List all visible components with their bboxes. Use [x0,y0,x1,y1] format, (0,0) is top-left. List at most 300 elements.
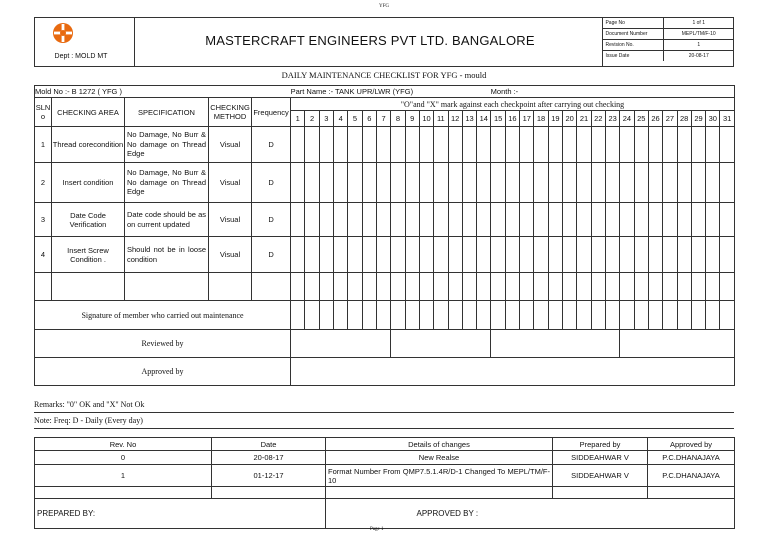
rev-approved-by: P.C.DHANAJAYA [648,451,735,465]
check-cell[interactable] [563,237,577,273]
check-cell[interactable] [362,203,376,237]
blank-row [35,273,735,301]
check-cell[interactable] [677,203,691,237]
check-cell[interactable] [563,203,577,237]
check-cell[interactable] [520,203,534,237]
check-cell[interactable] [620,163,634,203]
meta-value: 20-08-17 [664,51,733,62]
signature-cell[interactable] [634,301,648,330]
day-header-28: 28 [677,111,691,127]
signature-cell[interactable] [706,301,720,330]
check-cell[interactable] [405,127,419,163]
row-number: 1 [35,127,52,163]
checklist-title: DAILY MAINTENANCE CHECKLIST FOR YFG - mould [281,70,487,80]
rev-header: Prepared by [553,438,648,451]
check-cell[interactable] [419,163,433,203]
check-cell[interactable] [720,127,734,163]
day-header-22: 22 [591,111,605,127]
check-cell[interactable] [448,127,462,163]
specification: Should not be in loose condition [125,237,209,273]
check-cell[interactable] [448,203,462,237]
divider [34,412,734,413]
check-cell[interactable] [376,237,390,273]
day-header-7: 7 [376,111,390,127]
signature-cell[interactable] [563,301,577,330]
checking-area: Thread corecondition [52,127,125,163]
check-cell[interactable] [563,163,577,203]
company-logo [52,22,74,44]
signature-cell[interactable] [305,301,319,330]
day-header-31: 31 [720,111,734,127]
day-header-18: 18 [534,111,548,127]
check-cell[interactable] [477,203,491,237]
signature-cell[interactable] [620,301,634,330]
rev-blank [326,487,553,499]
check-cell[interactable] [491,203,505,237]
check-cell[interactable] [491,163,505,203]
check-cell[interactable] [462,237,476,273]
document-meta-table [603,18,733,61]
blank-cell[interactable] [434,273,448,301]
day-header-24: 24 [620,111,634,127]
check-cell[interactable] [477,163,491,203]
check-cell[interactable] [591,127,605,163]
blank-cell[interactable] [376,273,390,301]
signature-cell[interactable] [534,301,548,330]
check-cell[interactable] [691,127,705,163]
blank-cell[interactable] [334,273,348,301]
check-cell[interactable] [648,237,662,273]
frequency-note: Note: Freq: D - Daily (Every day) [34,416,143,425]
signature-cell[interactable] [520,301,534,330]
signature-cell[interactable] [391,301,405,330]
frequency: D [252,237,291,273]
check-cell[interactable] [319,203,333,237]
signature-cell[interactable] [677,301,691,330]
check-cell[interactable] [706,127,720,163]
check-cell[interactable] [434,163,448,203]
day-header-9: 9 [405,111,419,127]
rev-blank [212,487,326,499]
signature-cell[interactable] [477,301,491,330]
check-cell[interactable] [405,203,419,237]
rev-blank [553,487,648,499]
rev-details: Format Number From QMP7.5.1.4R/D-1 Changed To MEPL/TM/F-10 [326,465,553,487]
day-header-1: 1 [291,111,305,127]
day-header-20: 20 [563,111,577,127]
signature-cell[interactable] [648,301,662,330]
check-cell[interactable] [319,237,333,273]
checklist-row [35,127,735,163]
day-header-10: 10 [419,111,433,127]
blank-cell[interactable] [520,273,534,301]
check-cell[interactable] [634,203,648,237]
blank-cell[interactable] [419,273,433,301]
blank-cell[interactable] [319,273,333,301]
day-header-25: 25 [634,111,648,127]
signature-label: Signature of member who carried out maintenance [35,301,291,330]
check-cell[interactable] [505,203,519,237]
approved-by-footer-label: APPROVED BY : [416,509,479,518]
check-cell[interactable] [334,203,348,237]
day-header-8: 8 [391,111,405,127]
blank-cell[interactable] [391,273,405,301]
check-cell[interactable] [376,203,390,237]
specification: Date code should be as on current updated [125,203,209,237]
meta-label: Page No [603,18,664,29]
check-cell[interactable] [291,237,305,273]
check-cell[interactable] [620,127,634,163]
check-cell[interactable] [405,237,419,273]
meta-cell [603,18,734,67]
check-cell[interactable] [534,127,548,163]
check-cell[interactable] [319,127,333,163]
approved-by-field[interactable] [416,499,735,529]
check-cell[interactable] [348,163,362,203]
check-cell[interactable] [319,163,333,203]
part-name: Part Name :- TANK UPR/LWR (YFG) [291,86,477,98]
check-cell[interactable] [677,127,691,163]
check-cell[interactable] [477,127,491,163]
check-cell[interactable] [663,127,677,163]
rev-header: Details of changes [326,438,553,451]
col-header-area: CHECKING AREA [52,98,125,127]
rev-date: 01-12-17 [212,465,326,487]
signature-cell[interactable] [663,301,677,330]
meta-label: Revision No. [603,40,664,51]
check-cell[interactable] [334,127,348,163]
blank-cell[interactable] [548,273,562,301]
check-cell[interactable] [305,163,319,203]
signature-cell[interactable] [505,301,519,330]
col-header-slno: SLN o [35,98,52,127]
checking-area: Date Code Verification [52,203,125,237]
check-cell[interactable] [362,127,376,163]
rev-prepared-by: SIDDEAHWAR V [553,451,648,465]
day-header-14: 14 [477,111,491,127]
check-cell[interactable] [534,203,548,237]
blank-cell[interactable] [677,273,691,301]
instruction-text: "O"and "X" mark against each checkpoint after carrying out checking [291,98,735,111]
day-header-3: 3 [319,111,333,127]
check-cell[interactable] [462,127,476,163]
meta-value: 1 of 1 [664,18,733,29]
blank-cell[interactable] [577,273,591,301]
signature-cell[interactable] [462,301,476,330]
rev-blank [648,487,735,499]
check-cell[interactable] [348,237,362,273]
check-cell[interactable] [520,237,534,273]
check-cell[interactable] [477,237,491,273]
rev-number: 1 [35,465,212,487]
check-cell[interactable] [677,237,691,273]
rev-header: Rev. No [35,438,212,451]
check-cell[interactable] [691,237,705,273]
blank-cell [209,273,252,301]
blank-cell[interactable] [462,273,476,301]
blank-cell[interactable] [362,273,376,301]
check-cell[interactable] [348,203,362,237]
check-cell[interactable] [462,163,476,203]
check-cell[interactable] [620,237,634,273]
check-cell[interactable] [534,163,548,203]
signature-cell[interactable] [362,301,376,330]
rev-prepared-by: SIDDEAHWAR V [553,465,648,487]
check-cell[interactable] [605,127,619,163]
blank-cell[interactable] [534,273,548,301]
check-cell[interactable] [720,237,734,273]
rev-details: New Realse [326,451,553,465]
month-field[interactable]: Month :- [477,86,735,98]
checking-area: Insert Screw Condition . [52,237,125,273]
checking-method: Visual [209,237,252,273]
mold-number: Mold No :- B 1272 ( YFG ) [35,86,291,98]
blank-cell[interactable] [634,273,648,301]
check-cell[interactable] [405,163,419,203]
day-header-2: 2 [305,111,319,127]
check-cell[interactable] [491,237,505,273]
check-cell[interactable] [448,163,462,203]
check-cell[interactable] [591,237,605,273]
check-cell[interactable] [348,127,362,163]
signature-cell[interactable] [720,301,734,330]
check-cell[interactable] [391,203,405,237]
check-cell[interactable] [334,237,348,273]
check-cell[interactable] [605,237,619,273]
rev-date: 20-08-17 [212,451,326,465]
check-cell[interactable] [634,237,648,273]
signature-cell[interactable] [448,301,462,330]
blank-cell[interactable] [505,273,519,301]
day-header-26: 26 [648,111,662,127]
day-header-16: 16 [505,111,519,127]
check-cell[interactable] [648,163,662,203]
divider [34,428,734,429]
signature-cell[interactable] [319,301,333,330]
signature-cell[interactable] [291,301,305,330]
check-cell[interactable] [505,237,519,273]
check-cell[interactable] [577,163,591,203]
checking-area: Insert condition [52,163,125,203]
prepared-by-field[interactable]: PREPARED BY: [35,499,326,529]
signature-cell[interactable] [591,301,605,330]
check-cell[interactable] [305,127,319,163]
check-cell[interactable] [548,127,562,163]
blank-cell [125,273,209,301]
day-header-17: 17 [520,111,534,127]
reviewed-by-field[interactable] [391,330,491,358]
blank-cell[interactable] [720,273,734,301]
check-cell[interactable] [605,203,619,237]
check-cell[interactable] [291,203,305,237]
check-cell[interactable] [577,203,591,237]
check-cell[interactable] [291,127,305,163]
day-header-6: 6 [362,111,376,127]
check-cell[interactable] [505,163,519,203]
meta-label: Issue Date [603,51,664,62]
blank-cell[interactable] [291,273,305,301]
signature-cell[interactable] [434,301,448,330]
check-cell[interactable] [620,203,634,237]
signature-cell[interactable] [376,301,390,330]
check-cell[interactable] [462,203,476,237]
blank-cell[interactable] [448,273,462,301]
signature-cell[interactable] [491,301,505,330]
blank-cell[interactable] [648,273,662,301]
check-cell[interactable] [577,237,591,273]
signature-cell[interactable] [605,301,619,330]
row-number: 2 [35,163,52,203]
col-header-spec: SPECIFICATION [125,98,209,127]
day-header-11: 11 [434,111,448,127]
check-cell[interactable] [434,237,448,273]
check-cell[interactable] [505,127,519,163]
checklist-row [35,237,735,273]
signature-cell[interactable] [419,301,433,330]
day-header-4: 4 [334,111,348,127]
remarks: Remarks: "0" OK and "X" Not Ok [34,400,145,409]
check-cell[interactable] [419,237,433,273]
check-cell[interactable] [691,203,705,237]
blank-cell[interactable] [305,273,319,301]
day-header-13: 13 [462,111,476,127]
reviewed-by-field[interactable] [491,330,620,358]
checklist-row [35,163,735,203]
blank-cell [35,273,52,301]
meta-value: 1 [664,40,733,51]
approved-by-label: Approved by [35,358,291,386]
day-header-23: 23 [605,111,619,127]
check-cell[interactable] [391,127,405,163]
specification: No Damage, No Burr & No damage on Thread Edge [125,127,209,163]
check-cell[interactable] [434,203,448,237]
blank-cell[interactable] [706,273,720,301]
day-header-5: 5 [348,111,362,127]
check-cell[interactable] [663,203,677,237]
check-cell[interactable] [391,163,405,203]
check-cell[interactable] [491,127,505,163]
check-cell[interactable] [706,163,720,203]
blank-cell[interactable] [348,273,362,301]
check-cell[interactable] [605,163,619,203]
check-cell[interactable] [648,127,662,163]
day-header-21: 21 [577,111,591,127]
signature-cell[interactable] [577,301,591,330]
rev-header: Date [212,438,326,451]
check-cell[interactable] [720,203,734,237]
check-cell[interactable] [448,237,462,273]
blank-cell[interactable] [563,273,577,301]
blank-cell[interactable] [491,273,505,301]
check-cell[interactable] [534,237,548,273]
blank-cell[interactable] [620,273,634,301]
rev-number: 0 [35,451,212,465]
blank-cell [52,273,125,301]
signature-cell[interactable] [548,301,562,330]
checklist-table [34,85,735,386]
check-cell[interactable] [419,127,433,163]
check-cell[interactable] [591,163,605,203]
rev-header: Approved by [648,438,735,451]
check-cell[interactable] [663,163,677,203]
check-cell[interactable] [691,163,705,203]
check-cell[interactable] [648,203,662,237]
signature-cell[interactable] [348,301,362,330]
check-cell[interactable] [548,203,562,237]
check-cell[interactable] [291,163,305,203]
department-label: Dept : MOLD MT [54,53,108,60]
top-mark: YFG [378,4,389,9]
blank-cell[interactable] [691,273,705,301]
approved-by-field[interactable] [291,358,735,386]
blank-cell[interactable] [663,273,677,301]
check-cell[interactable] [634,127,648,163]
specification: No Damage, No Burr & No damage on Thread Edge [125,163,209,203]
reviewed-by-field[interactable] [620,330,735,358]
check-cell[interactable] [677,163,691,203]
check-cell[interactable] [376,163,390,203]
check-cell[interactable] [305,237,319,273]
check-cell[interactable] [376,127,390,163]
day-header-30: 30 [706,111,720,127]
check-cell[interactable] [434,127,448,163]
col-header-frequency: Frequency [252,98,291,127]
reviewed-by-label: Reviewed by [35,330,291,358]
rev-blank [35,487,212,499]
row-number: 4 [35,237,52,273]
row-number: 3 [35,203,52,237]
check-cell[interactable] [563,127,577,163]
blank-cell[interactable] [405,273,419,301]
check-cell[interactable] [391,237,405,273]
check-cell[interactable] [305,203,319,237]
frequency: D [252,163,291,203]
check-cell[interactable] [577,127,591,163]
signature-cell[interactable] [691,301,705,330]
check-cell[interactable] [520,163,534,203]
checking-method: Visual [209,163,252,203]
blank-cell[interactable] [477,273,491,301]
meta-label: Document Number [603,29,664,40]
check-cell[interactable] [548,163,562,203]
rev-approved-by: P.C.DHANAJAYA [648,465,735,487]
day-header-12: 12 [448,111,462,127]
blank-cell[interactable] [591,273,605,301]
check-cell[interactable] [591,203,605,237]
signature-cell[interactable] [405,301,419,330]
col-header-method: CHECKING METHOD [209,98,252,127]
blank-cell [252,273,291,301]
checking-method: Visual [209,203,252,237]
frequency: D [252,127,291,163]
revision-history-table [34,437,735,529]
signature-cell[interactable] [334,301,348,330]
check-cell[interactable] [634,163,648,203]
check-cell[interactable] [720,163,734,203]
check-cell[interactable] [706,237,720,273]
company-name: MASTERCRAFT ENGINEERS PVT LTD. BANGALORE [205,33,535,48]
check-cell[interactable] [663,237,677,273]
check-cell[interactable] [520,127,534,163]
blank-cell[interactable] [605,273,619,301]
check-cell[interactable] [362,237,376,273]
check-cell[interactable] [362,163,376,203]
check-cell[interactable] [706,203,720,237]
check-cell[interactable] [419,203,433,237]
check-cell[interactable] [548,237,562,273]
reviewed-by-field[interactable] [291,330,391,358]
check-cell[interactable] [334,163,348,203]
